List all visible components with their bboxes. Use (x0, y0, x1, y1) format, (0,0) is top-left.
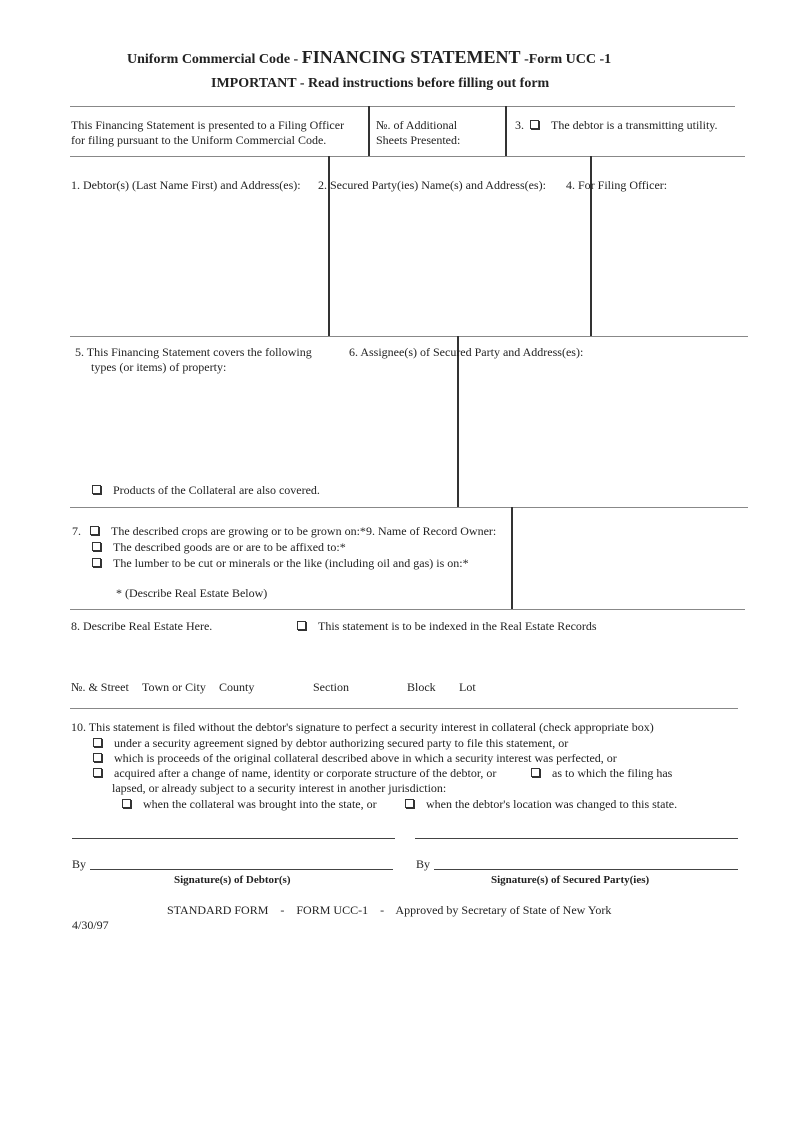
option-label: This statement is to be indexed in the Real Estate Records (318, 619, 597, 633)
additional-sheets-label: №. of Additional (376, 118, 458, 132)
option-6 (405, 797, 677, 812)
section-label: Section (313, 680, 349, 694)
checkbox[interactable] (93, 738, 102, 747)
indexed-option (297, 619, 597, 634)
collateral-label: types (or items) of property: (91, 360, 227, 374)
divider (70, 106, 735, 107)
debtor-name-line[interactable] (72, 838, 395, 839)
option-4 (531, 766, 672, 781)
divider (70, 507, 748, 508)
assignee-label: 6. Assignee(s) of Secured Party and Address(es): (349, 345, 584, 359)
town-label: Town or City (142, 680, 206, 694)
divider (70, 336, 748, 337)
by-label: By (416, 857, 431, 871)
option-label: lapsed, or already subject to a security interest in another jurisdiction: (112, 781, 447, 795)
option-label: The described goods are or are to be affixed to:* (113, 540, 346, 554)
checkbox[interactable] (93, 768, 102, 777)
option-label: when the collateral was brought into the state, or (143, 797, 377, 811)
record-owner-label: 9. Name of Record Owner: (365, 524, 497, 538)
goods-option (92, 540, 346, 555)
street-label: №. & Street (71, 680, 129, 694)
title-prefix: Uniform Commercial Code - (127, 52, 299, 67)
real-estate-label: 8. Describe Real Estate Here. (71, 619, 213, 633)
secured-party-label: 2. Secured Party(ies) Name(s) and Address(es): (318, 178, 546, 192)
debtor-label: 1. Debtor(s) (Last Name First) and Address(es): (71, 178, 301, 192)
divider (368, 106, 370, 156)
option-label: Products of the Collateral are also covered. (113, 483, 320, 497)
county-label: County (219, 680, 255, 694)
divider (70, 609, 745, 610)
form-title (127, 47, 612, 67)
lumber-option (92, 556, 469, 571)
divider (505, 106, 507, 156)
divider (457, 336, 459, 507)
collateral-label: 5. This Financing Statement covers the following (75, 345, 312, 359)
checkbox[interactable] (93, 753, 102, 762)
by-label: By (72, 857, 87, 871)
option-5 (122, 797, 377, 812)
block-label: Block (407, 680, 436, 694)
checkbox[interactable] (122, 799, 131, 808)
checkbox[interactable] (92, 542, 101, 551)
option-2 (93, 751, 617, 766)
checkbox[interactable] (297, 621, 306, 630)
footer-standard-form: STANDARD FORM - FORM UCC-1 - Approved by Secretary of State of New York (167, 903, 612, 917)
debtor-signature-line[interactable] (90, 869, 393, 870)
debtor-signature-label: Signature(s) of Debtor(s) (174, 874, 291, 886)
secured-party-signature-label: Signature(s) of Secured Party(ies) (491, 874, 650, 886)
form-date: 4/30/97 (72, 918, 109, 932)
products-option (92, 483, 320, 498)
item-10-intro: 10. This statement is filed without the debtor's signature to perfect a security interest in collateral (check appropriate box) (71, 720, 654, 734)
option-label: acquired after a change of name, identity or corporate structure of the debtor, or (114, 766, 497, 780)
checkbox[interactable] (92, 558, 101, 567)
item-number: 3. (515, 118, 524, 132)
option-label: which is proceeds of the original collateral described above in which a security interest was perfected, or (114, 751, 617, 765)
divider (70, 156, 745, 157)
option-1 (93, 736, 568, 751)
presented-text: for filing pursuant to the Uniform Commercial Code. (71, 133, 327, 147)
item-number: 7. (72, 524, 81, 538)
checkbox[interactable] (92, 485, 101, 494)
option-label: The lumber to be cut or minerals or the like (including oil and gas) is on:* (113, 556, 469, 570)
secured-party-signature-line[interactable] (434, 869, 738, 870)
checkbox[interactable] (90, 526, 99, 535)
secured-party-name-line[interactable] (415, 838, 738, 839)
transmitting-utility-label: The debtor is a transmitting utility. (551, 118, 718, 132)
important-notice: IMPORTANT - Read instructions before filling out form (211, 76, 550, 91)
divider (70, 708, 738, 709)
checkbox[interactable] (405, 799, 414, 808)
option-label: under a security agreement signed by debtor authorizing secured party to file this statement, or (114, 736, 569, 750)
crops-option (72, 524, 496, 539)
title-main: FINANCING STATEMENT (301, 47, 521, 67)
item-3 (515, 118, 718, 133)
lot-label: Lot (459, 680, 476, 694)
real-estate-note: * (Describe Real Estate Below) (116, 586, 268, 600)
checkbox[interactable] (530, 120, 539, 129)
option-3 (93, 766, 496, 781)
option-label: as to which the filing has (552, 766, 673, 780)
option-label: when the debtor's location was changed to this state. (426, 797, 678, 811)
title-suffix: -Form UCC -1 (524, 52, 612, 67)
divider (511, 507, 513, 609)
filing-officer-label: 4. For Filing Officer: (566, 178, 668, 192)
checkbox[interactable] (531, 768, 540, 777)
option-label: The described crops are growing or to be grown on:* (111, 524, 366, 538)
additional-sheets-label: Sheets Presented: (376, 133, 461, 147)
presented-text: This Financing Statement is presented to a Filing Officer (71, 118, 345, 132)
